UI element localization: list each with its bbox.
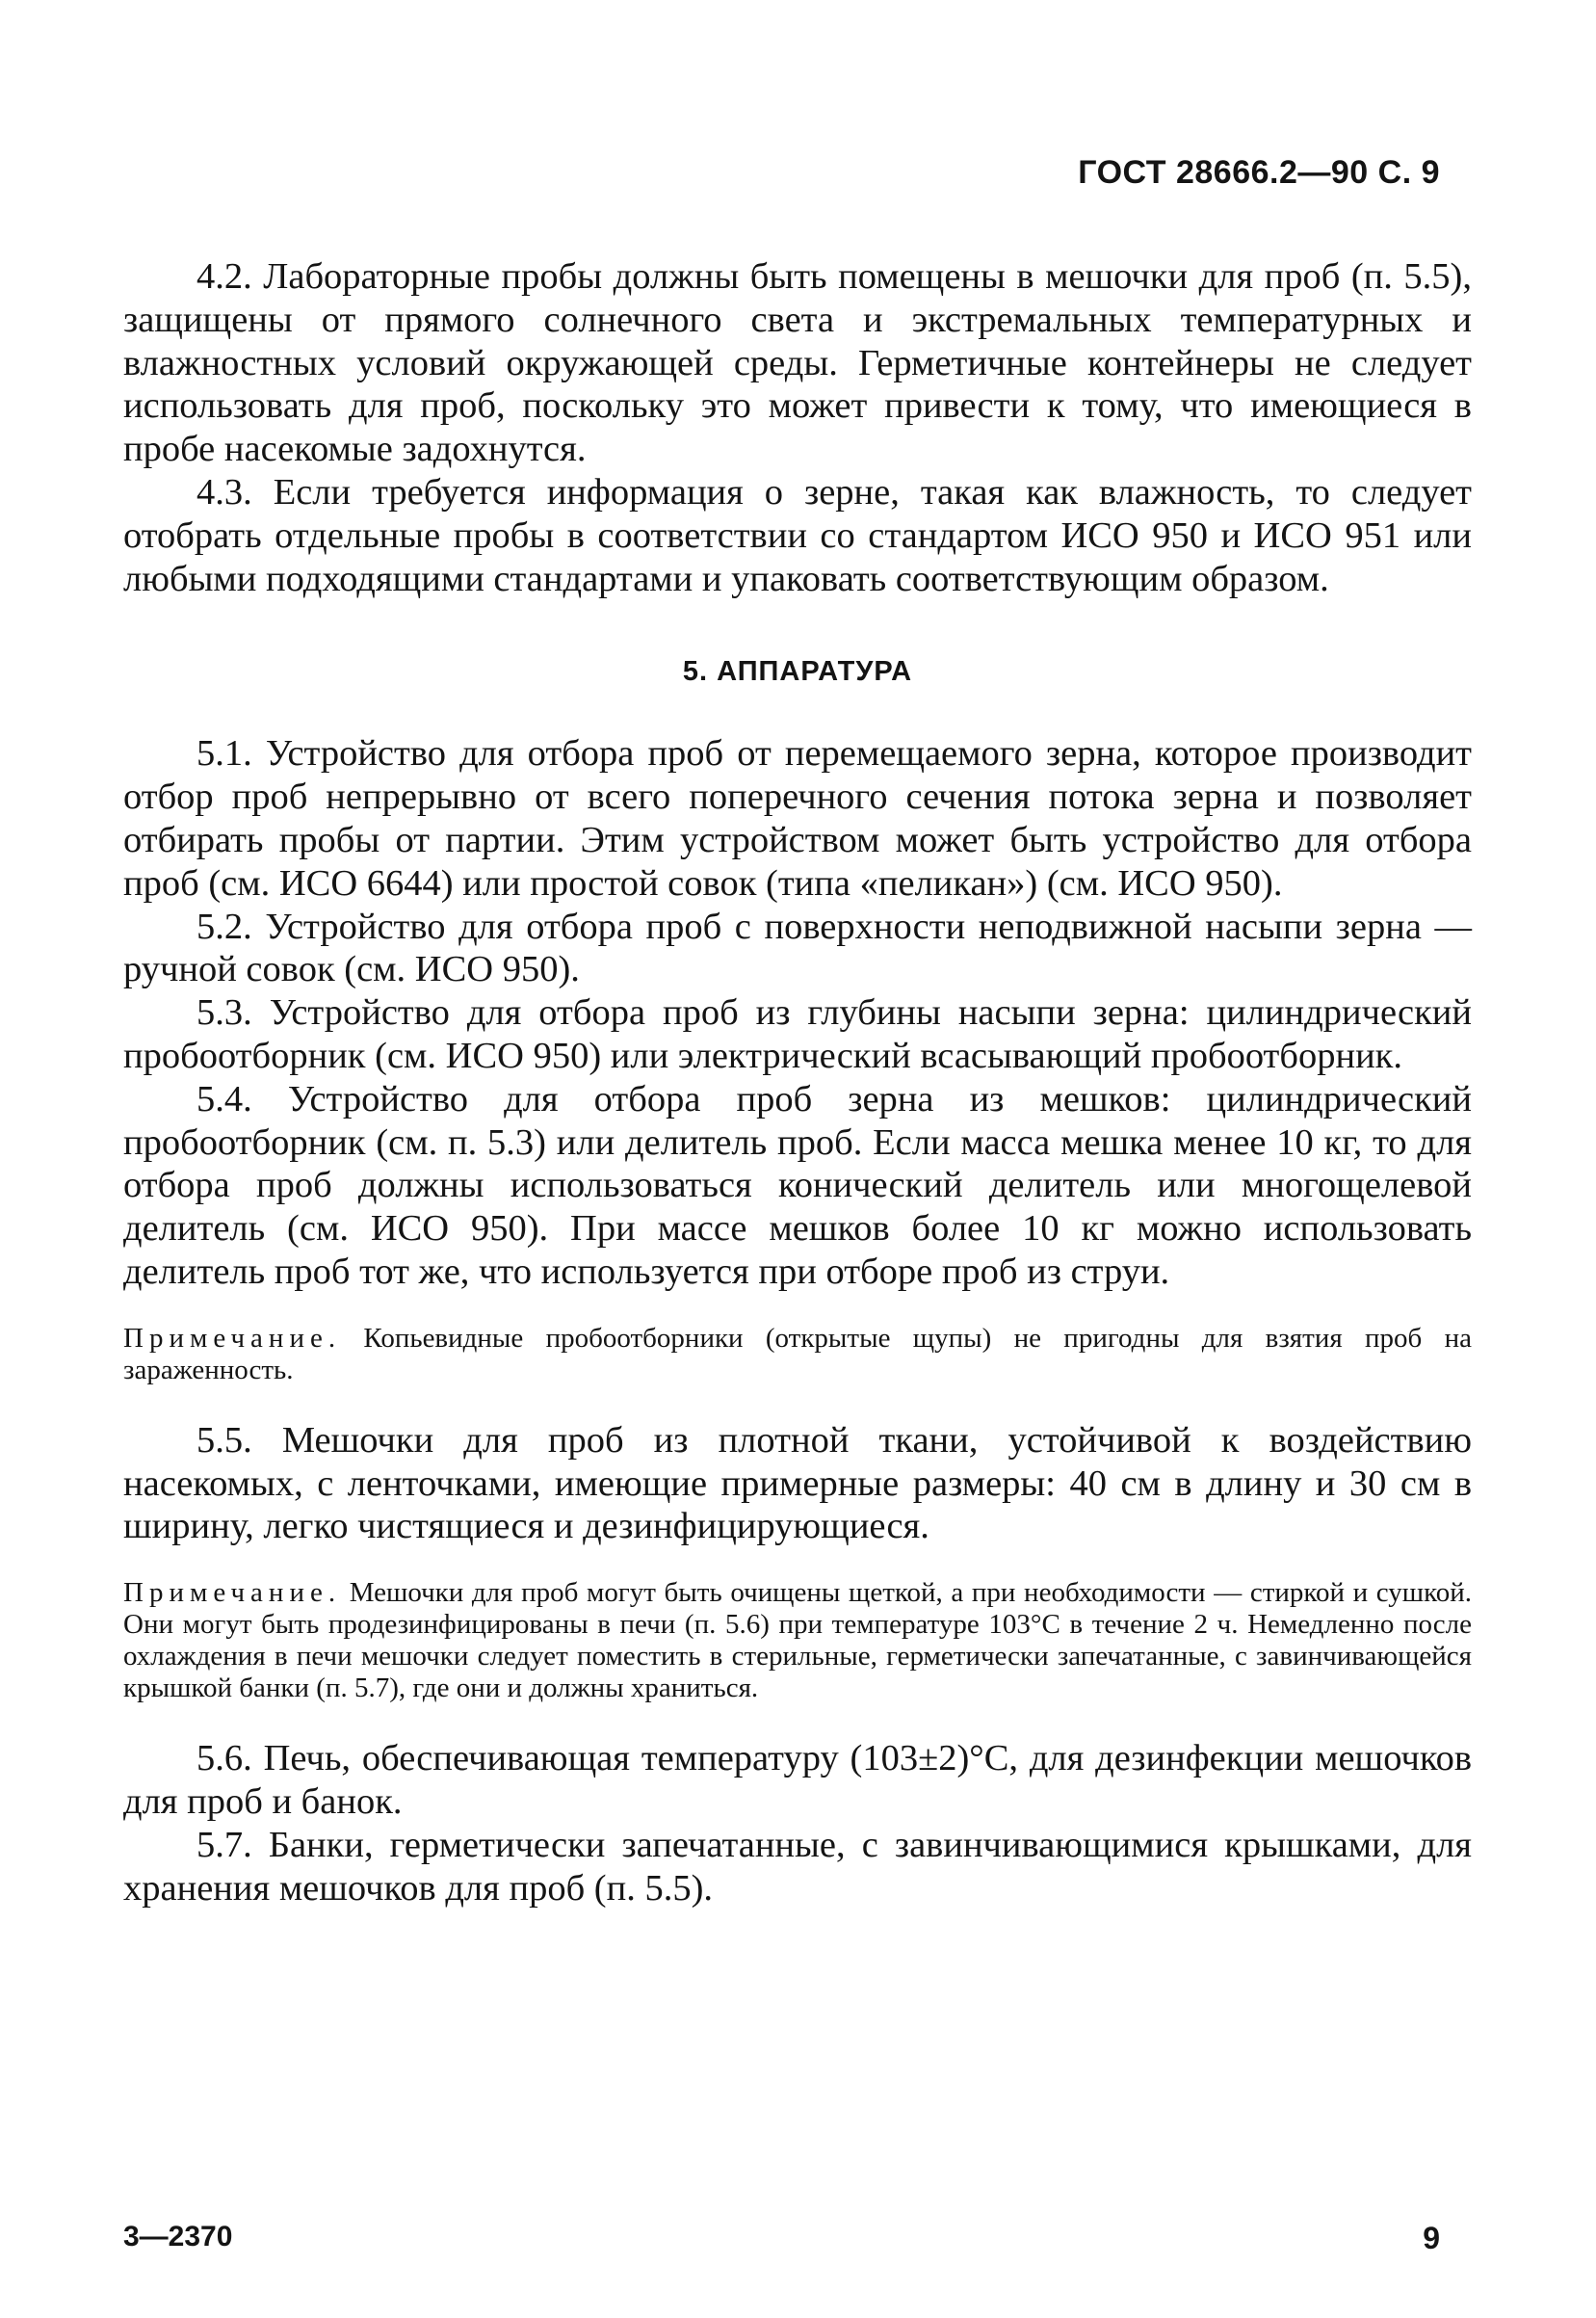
note-1-text: Копьевидные пробоотборники (открытые щупы) не пригодны для взятия проб на зараженность. <box>123 1322 1472 1385</box>
body-text <box>123 255 1472 1910</box>
paragraph-5-4: 5.4. Устройство для отбора проб зерна из мешков: цилиндрический пробоотборник (см. п. 5.3) или делитель проб. Если масса мешка менее 10 кг, то для отбора проб должны использоваться конический делитель или многощелевой делитель (см. ИСО 950). При массе мешков более 10 кг можно использовать делитель проб тот же, что используется при отборе проб из струи. <box>123 1078 1472 1292</box>
page-number: 9 <box>1423 2221 1440 2255</box>
paragraph-5-6: 5.6. Печь, обеспечивающая температуру (103±2)°С, для дезинфекции мешочков для проб и банок. <box>123 1738 1472 1822</box>
paragraph-4-2: 4.2. Лабораторные пробы должны быть помещены в мешочки для проб (п. 5.5), защищены от прямого солнечного света и экстремальных температурных и влажностных условий окружающей среды. Герметичные контейнеры не следует использовать для проб, поскольку это может привести к тому, что имеющиеся в пробе насекомые задохнутся. <box>123 256 1472 470</box>
running-header: ГОСТ 28666.2—90 С. 9 <box>1078 154 1440 191</box>
paragraph-5-5: 5.5. Мешочки для проб из плотной ткани, устойчивой к воздействию насекомых, с ленточками, имеющие примерные размеры: 40 см в длину и 30 см в ширину, легко чистящиеся и дезинфицирующиеся. <box>123 1419 1472 1547</box>
paragraph-5-7: 5.7. Банки, герметически запечатанные, с завинчивающимися крышками, для хранения мешочков для проб (п. 5.5). <box>123 1824 1472 1909</box>
note-label: Примечание. <box>123 1322 342 1354</box>
section-title: 5. АППАРАТУРА <box>682 656 913 688</box>
order-code: 3—2370 <box>123 2221 233 2252</box>
paragraph-5-1: 5.1. Устройство для отбора проб от перемещаемого зерна, которое производит отбор проб непрерывно от всего поперечного сечения потока зерна и позволяет отбирать пробы от партии. Этим устройством может быть устройство для отбора проб (см. ИСО 6644) или простой совок (типа «пеликан») (см. ИСО 950). <box>123 733 1472 904</box>
note-label: Примечание. <box>123 1577 342 1609</box>
paragraph-4-3: 4.3. Если требуется информация о зерне, такая как влажность, то следует отобрать отдельные пробы в соответствии со стандартом ИСО 950 и ИСО 951 или любыми подходящими стандартами и упаковать соответствующим образом. <box>123 471 1472 599</box>
note-2-text: Мешочки для проб могут быть очищены щеткой, а при необходимости — стиркой и сушкой. Они могут быть продезинфицированы в печи (п. 5.6) при температуре 103°С в течение 2 ч. Немедленно после охлаждения в печи мешочки следует поместить в стерильные, герметически запечатанные, с завинчивающейся крышкой банки (п. 5.7), где они и должны храниться. <box>123 1577 1473 1704</box>
paragraph-5-2: 5.2. Устройство для отбора проб с поверхности неподвижной насыпи зерна — ручной совок (см. ИСО 950). <box>123 906 1472 990</box>
paragraph-5-3: 5.3. Устройство для отбора проб из глубины насыпи зерна: цилиндрический пробоотборник (см. ИСО 950) или электрический всасывающий пробоотборник. <box>123 992 1472 1076</box>
note-1 <box>123 1323 1472 1386</box>
note-2 <box>123 1577 1472 1704</box>
